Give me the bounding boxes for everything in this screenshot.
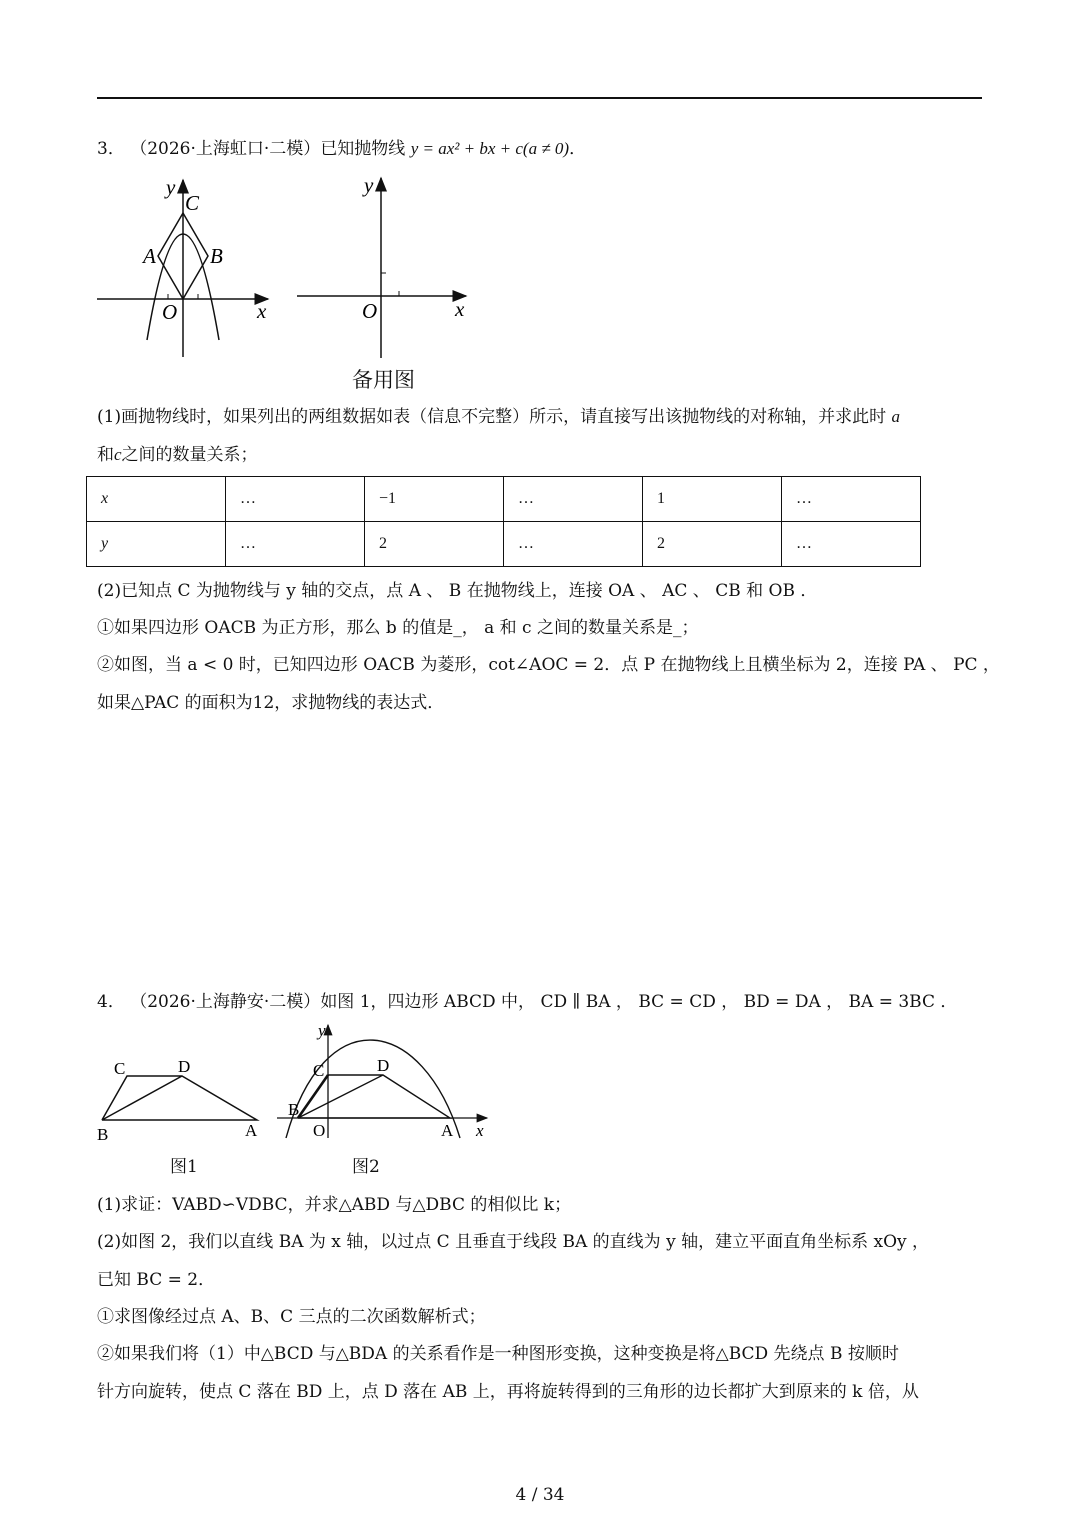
q4-part1: (1)求证：VABD∽VDBC，并求△ABD 与△DBC 的相似比 k； — [97, 1195, 572, 1215]
q4-fig1-caption: 图1 — [170, 1157, 198, 1177]
table-cell: y — [87, 522, 226, 567]
q4-sub2-line2: 针方向旋转，使点 C 落在 BD 上，点 D 落在 AB 上，再将旋转得到的三角形的边长都扩大到原来的 k 倍，从 — [97, 1382, 919, 1402]
q3-part1-line2 — [97, 440, 258, 465]
q3-part1-line2-post: 之间的数量关系； — [121, 445, 258, 465]
label-c: C — [313, 1061, 325, 1080]
q3-part1-line1 — [97, 402, 900, 427]
q3-number: 3． — [97, 139, 125, 159]
label-o: O — [162, 300, 178, 324]
table-cell: 1 — [643, 477, 782, 522]
label-b: B — [210, 244, 223, 268]
q3-stem-formula: y = ax² + bx + c(a ≠ 0) — [410, 139, 570, 158]
q4-stem — [97, 987, 957, 1012]
table-cell: … — [504, 522, 643, 567]
table-cell: 2 — [365, 522, 504, 567]
q4-number: 4． — [97, 992, 125, 1012]
q3-stem-end: ． — [569, 139, 587, 159]
q4-stem-text: 如图 1，四边形 ABCD 中， CD ∥ BA ， BC = CD ， BD = DA ， BA = 3BC ． — [320, 992, 958, 1012]
label-b: B — [97, 1125, 109, 1144]
q3-stem — [97, 134, 586, 159]
q3-figure-parabola — [92, 172, 282, 362]
page-number: 4 / 34 — [515, 1485, 565, 1505]
label-d: D — [178, 1057, 191, 1076]
table-row — [87, 477, 921, 522]
label-y: y — [166, 175, 176, 199]
label-b: B — [288, 1100, 300, 1119]
label-a: A — [245, 1121, 258, 1140]
quadrilateral-abcd — [298, 1075, 450, 1118]
q3-part2-sub2-line2: 如果△PAC 的面积为12，求抛物线的表达式． — [97, 693, 445, 713]
q3-value-table — [86, 476, 921, 567]
q4-source: （2026·上海静安·二模） — [130, 992, 321, 1012]
q3-spare-caption: 备用图 — [352, 368, 415, 392]
label-x: x — [476, 1121, 484, 1140]
q3-stem-text: 已知抛物线 — [320, 139, 406, 159]
q3-source: （2026·上海虹口·二模） — [130, 139, 321, 159]
q3-figure-spare-axes — [292, 172, 482, 362]
q3-part1-text: (1)画抛物线时，如果列出的两组数据如表（信息不完整）所示，请直接写出该抛物线的对称轴，并求此时 — [97, 407, 887, 427]
q3-part1-line2-pre: 和 — [97, 445, 114, 465]
q4-figure-2 — [272, 1020, 497, 1145]
table-cell: −1 — [365, 477, 504, 522]
label-c: C — [114, 1059, 126, 1078]
q4-sub1: ①求图像经过点 A、B、C 三点的二次函数解析式； — [97, 1307, 486, 1327]
table-cell: … — [226, 522, 365, 567]
quadrilateral-abcd — [102, 1076, 257, 1120]
q3-part1-var-c: c — [114, 445, 122, 464]
label-o: O — [313, 1121, 326, 1140]
q4-part2-line2: 已知 BC = 2． — [97, 1270, 216, 1290]
table-cell: … — [226, 477, 365, 522]
header-rule — [97, 97, 982, 99]
label-y: y — [364, 173, 374, 197]
q3-part1-var-a: a — [891, 407, 900, 426]
q3-part2-sub1: ①如果四边形 OACB 为正方形，那么 b 的值是_， a 和 c 之间的数量关系是_； — [97, 618, 699, 638]
q4-sub2-line1: ②如果我们将（1）中△BCD 与△BDA 的关系看作是一种图形变换，这种变换是将△BCD 先绕点 B 按顺时 — [97, 1344, 899, 1364]
q4-part2-line1: (2)如图 2，我们以直线 BA 为 x 轴，以过点 C 且垂直于线段 BA 的直线为 y 轴，建立平面直角坐标系 xOy ， — [97, 1232, 930, 1252]
table-row — [87, 522, 921, 567]
table-cell: … — [504, 477, 643, 522]
q3-part2-sub2-line1: ②如图，当 a < 0 时，已知四边形 OACB 为菱形，cot∠AOC = 2．点 P 在抛物线上且横坐标为 2，连接 PA 、 PC ， — [97, 655, 1000, 675]
table-cell: x — [87, 477, 226, 522]
label-c: C — [185, 191, 200, 215]
label-y: y — [318, 1021, 326, 1040]
q4-figure-1 — [92, 1050, 272, 1145]
label-x: x — [257, 299, 267, 323]
label-a: A — [143, 244, 156, 268]
q3-part2: (2)已知点 C 为抛物线与 y 轴的交点，点 A 、 B 在抛物线上，连接 OA 、 AC 、 CB 和 OB ． — [97, 581, 818, 601]
table-cell: 2 — [643, 522, 782, 567]
label-a: A — [441, 1121, 454, 1140]
q4-fig2-caption: 图2 — [352, 1157, 380, 1177]
table-cell: … — [782, 522, 921, 567]
segment-bc — [298, 1075, 328, 1118]
label-o: O — [362, 299, 378, 323]
label-d: D — [377, 1056, 390, 1075]
table-cell: … — [782, 477, 921, 522]
label-x: x — [455, 297, 465, 321]
